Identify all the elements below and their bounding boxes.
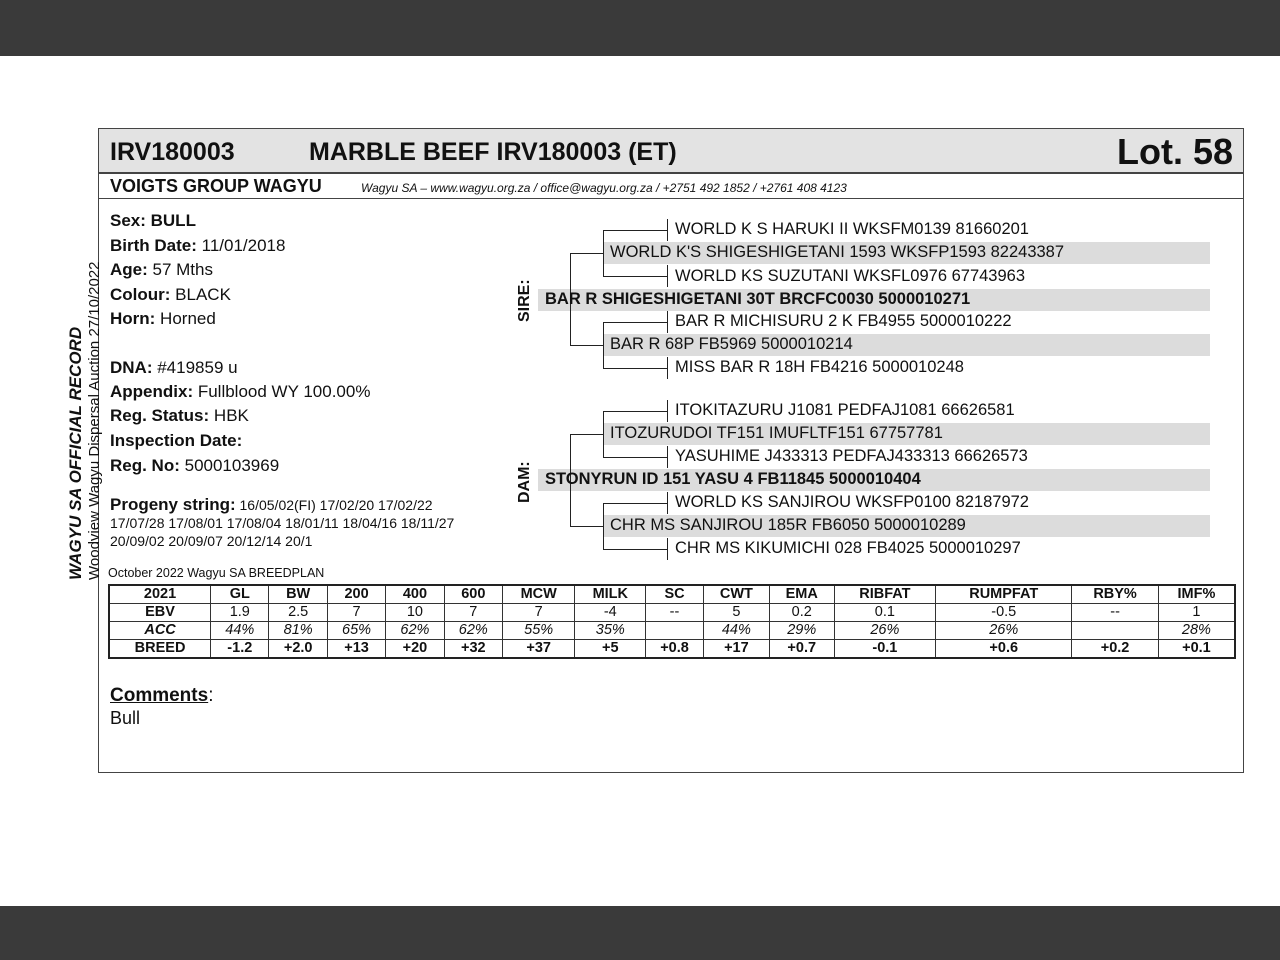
table-cell: 200 bbox=[327, 585, 385, 604]
animal-code: IRV180003 bbox=[110, 138, 235, 166]
table-cell: +32 bbox=[444, 640, 502, 659]
table-cell: CWT bbox=[703, 585, 769, 604]
table-cell: 400 bbox=[386, 585, 444, 604]
detail-age: Age: 57 Mths bbox=[110, 260, 213, 279]
table-cell: -0.5 bbox=[936, 604, 1072, 622]
pedigree-sire-sire-dam: WORLD KS SUZUTANI WKSFL0976 67743963 bbox=[675, 267, 1025, 285]
table-cell: 26% bbox=[834, 622, 936, 640]
table-cell: EMA bbox=[769, 585, 834, 604]
progeny-string: Progeny string: 16/05/02(FI) 17/02/20 17/02/22 17/07/28 17/08/01 17/08/04 18/01/11 18/04/16 18/11/27 20/09/02 20/09/07 20/12/14 20/1 bbox=[110, 495, 455, 549]
table-cell: +0.2 bbox=[1072, 640, 1159, 659]
pedigree-sire-sire: WORLD K'S SHIGESHIGETANI 1593 WKSFP1593 82243387 bbox=[610, 243, 1065, 261]
detail-colour: Colour: BLACK bbox=[110, 285, 231, 304]
table-cell: 81% bbox=[269, 622, 327, 640]
table-cell: -1.2 bbox=[211, 640, 269, 659]
table-cell: 600 bbox=[444, 585, 502, 604]
record-header bbox=[99, 129, 1243, 174]
pedigree-dam-sire-sire: ITOKITAZURU J1081 PEDFAJ1081 66626581 bbox=[675, 401, 1015, 419]
pedigree-line bbox=[667, 492, 668, 514]
pedigree-line bbox=[570, 345, 603, 346]
pedigree-sire-dam-dam: MISS BAR R 18H FB4216 5000010248 bbox=[675, 358, 964, 376]
detail-birth-date: Birth Date: 11/01/2018 bbox=[110, 236, 286, 255]
table-cell: 0.1 bbox=[834, 604, 936, 622]
animal-name: MARBLE BEEF IRV180003 (ET) bbox=[309, 138, 677, 166]
table-cell: +0.1 bbox=[1158, 640, 1235, 659]
breeder-name: VOIGTS GROUP WAGYU bbox=[110, 176, 322, 196]
table-cell: RIBFAT bbox=[834, 585, 936, 604]
comments-heading: Comments: bbox=[110, 685, 214, 706]
table-cell: 7 bbox=[502, 604, 574, 622]
table-cell: RUMPFAT bbox=[936, 585, 1072, 604]
table-cell: EBV bbox=[109, 604, 211, 622]
pedigree-line bbox=[667, 538, 668, 560]
detail-reg-no: Reg. No: 5000103969 bbox=[110, 456, 280, 475]
detail-dna: DNA: #419859 u bbox=[110, 358, 238, 377]
pedigree-sire: BAR R SHIGESHIGETANI 30T BRCFC0030 5000010271 bbox=[545, 290, 971, 308]
pedigree-sire-sire-sire: WORLD K S HARUKI II WKSFM0139 81660201 bbox=[675, 220, 1029, 238]
pedigree-line bbox=[667, 446, 668, 468]
pedigree-sire-dam-sire: BAR R MICHISURU 2 K FB4955 5000010222 bbox=[675, 312, 1012, 330]
pedigree-line bbox=[603, 457, 667, 458]
animal-record-card bbox=[98, 128, 1244, 773]
pedigree-dam-dam: CHR MS SANJIROU 185R FB6050 5000010289 bbox=[610, 516, 966, 534]
table-cell: MCW bbox=[502, 585, 574, 604]
table-cell: +37 bbox=[502, 640, 574, 659]
lot-number: Lot. 58 bbox=[1116, 131, 1233, 172]
pedigree-line bbox=[603, 230, 604, 276]
table-cell: IMF% bbox=[1158, 585, 1235, 604]
table-cell: 26% bbox=[936, 622, 1072, 640]
pedigree-dam-dam-dam: CHR MS KIKUMICHI 028 FB4025 5000010297 bbox=[675, 539, 1021, 557]
dam-label: DAM: bbox=[516, 461, 533, 503]
table-cell: 44% bbox=[703, 622, 769, 640]
detail-reg-status: Reg. Status: HBK bbox=[110, 406, 249, 425]
table-cell: -0.1 bbox=[834, 640, 936, 659]
table-cell: 2021 bbox=[109, 585, 211, 604]
table-row-acc bbox=[109, 622, 1235, 640]
top-letterbox bbox=[0, 0, 1280, 56]
pedigree-line bbox=[603, 368, 667, 369]
pedigree-line bbox=[603, 411, 667, 412]
breeder-bar bbox=[99, 174, 1243, 199]
detail-inspection-date: Inspection Date: bbox=[110, 431, 243, 450]
bottom-letterbox bbox=[0, 906, 1280, 960]
table-cell: 55% bbox=[502, 622, 574, 640]
table-cell: SC bbox=[646, 585, 704, 604]
table-cell: BW bbox=[269, 585, 327, 604]
table-cell: 28% bbox=[1158, 622, 1235, 640]
table-cell: +17 bbox=[703, 640, 769, 659]
comments-text: Bull bbox=[110, 708, 141, 728]
pedigree-line bbox=[603, 411, 604, 457]
pedigree-line bbox=[603, 322, 667, 323]
pedigree-dam: STONYRUN ID 151 YASU 4 FB11845 5000010404 bbox=[545, 470, 921, 488]
table-cell: -- bbox=[646, 604, 704, 622]
table-cell: 7 bbox=[444, 604, 502, 622]
auction-subtitle: Woodview Wagyu Dispersal Auction 27/10/2022 bbox=[86, 261, 103, 580]
table-cell: -- bbox=[1072, 604, 1159, 622]
detail-appendix: Appendix: Fullblood WY 100.00% bbox=[110, 382, 371, 401]
pedigree-line bbox=[570, 253, 603, 254]
pedigree-line bbox=[667, 311, 668, 333]
table-cell: 5 bbox=[703, 604, 769, 622]
table-cell: 62% bbox=[444, 622, 502, 640]
pedigree-line bbox=[603, 503, 667, 504]
table-cell bbox=[1072, 622, 1159, 640]
table-cell: ACC bbox=[109, 622, 211, 640]
table-cell: 1 bbox=[1158, 604, 1235, 622]
table-row-breed bbox=[109, 640, 1235, 659]
sire-label: SIRE: bbox=[516, 279, 533, 322]
table-cell: GL bbox=[211, 585, 269, 604]
table-cell: +5 bbox=[575, 640, 646, 659]
table-cell: +2.0 bbox=[269, 640, 327, 659]
pedigree-line bbox=[667, 357, 668, 379]
pedigree-dam-sire-dam: YASUHIME J433313 PEDFAJ433313 66626573 bbox=[675, 447, 1028, 465]
pedigree-line bbox=[570, 526, 603, 527]
pedigree-line bbox=[603, 503, 604, 549]
pedigree-line bbox=[667, 219, 668, 241]
table-cell: RBY% bbox=[1072, 585, 1159, 604]
detail-sex: Sex: BULL bbox=[110, 211, 196, 230]
table-cell: +0.6 bbox=[936, 640, 1072, 659]
table-cell bbox=[646, 622, 704, 640]
pedigree-dam-sire: ITOZURUDOI TF151 IMUFLTF151 67757781 bbox=[610, 424, 943, 442]
table-cell: +20 bbox=[386, 640, 444, 659]
table-cell: 29% bbox=[769, 622, 834, 640]
table-cell: 1.9 bbox=[211, 604, 269, 622]
table-cell: 62% bbox=[386, 622, 444, 640]
pedigree-line bbox=[667, 265, 668, 287]
table-cell: 44% bbox=[211, 622, 269, 640]
breedplan-title: October 2022 Wagyu SA BREEDPLAN bbox=[108, 566, 325, 580]
table-cell: +0.7 bbox=[769, 640, 834, 659]
side-caption bbox=[66, 261, 103, 580]
pedigree-dam-dam-sire: WORLD KS SANJIROU WKSFP0100 82187972 bbox=[675, 493, 1029, 511]
association-contact: Wagyu SA – www.wagyu.org.za / office@wagyu.org.za / +2751 492 1852 / +2761 408 4123 bbox=[361, 181, 847, 195]
table-cell: +0.8 bbox=[646, 640, 704, 659]
table-cell: 7 bbox=[327, 604, 385, 622]
table-cell: MILK bbox=[575, 585, 646, 604]
table-row-ebv bbox=[109, 604, 1235, 622]
table-cell: 2.5 bbox=[269, 604, 327, 622]
breedplan-table bbox=[108, 584, 1236, 659]
official-record-title: WAGYU SA OFFICIAL RECORD bbox=[66, 326, 85, 580]
table-cell: 0.2 bbox=[769, 604, 834, 622]
pedigree-line bbox=[603, 276, 667, 277]
table-cell: BREED bbox=[109, 640, 211, 659]
pedigree-line bbox=[570, 434, 603, 435]
pedigree-line bbox=[667, 400, 668, 422]
table-cell: 10 bbox=[386, 604, 444, 622]
pedigree-line bbox=[603, 230, 667, 231]
table-cell: 65% bbox=[327, 622, 385, 640]
table-header-row bbox=[109, 585, 1235, 604]
table-cell: +13 bbox=[327, 640, 385, 659]
table-cell: -4 bbox=[575, 604, 646, 622]
pedigree-line bbox=[603, 549, 667, 550]
detail-horn: Horn: Horned bbox=[110, 309, 216, 328]
pedigree-line bbox=[603, 322, 604, 368]
pedigree-sire-dam: BAR R 68P FB5969 5000010214 bbox=[610, 335, 853, 353]
table-cell: 35% bbox=[575, 622, 646, 640]
